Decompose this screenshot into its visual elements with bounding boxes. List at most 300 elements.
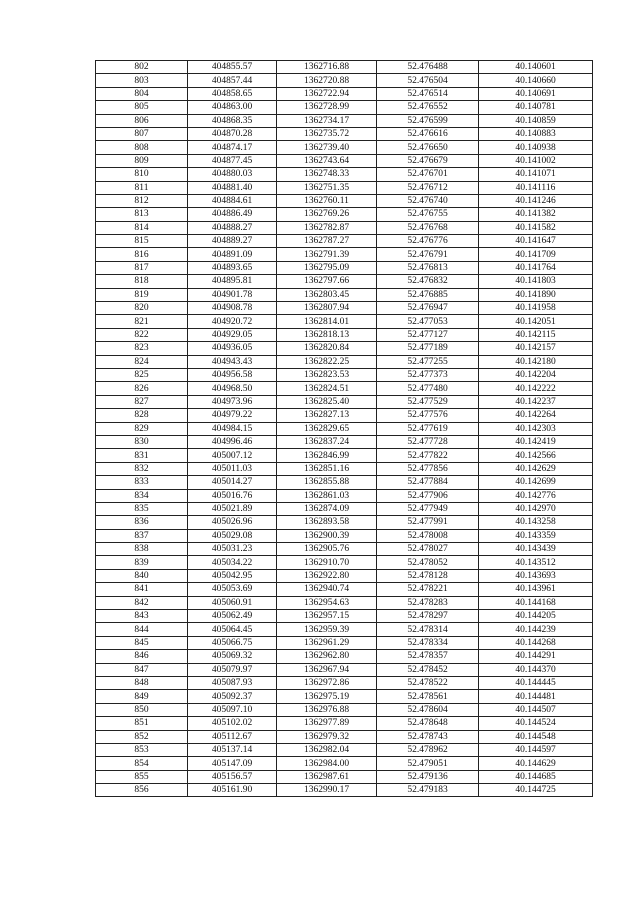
point-number-cell: 816 [96,248,188,261]
longitude-cell: 40.142970 [479,502,593,515]
latitude-cell: 52.477728 [377,435,479,448]
x-coordinate-cell: 404929.05 [188,328,277,341]
latitude-cell: 52.476813 [377,261,479,274]
y-coordinate-cell: 1362984.00 [277,757,377,770]
y-coordinate-cell: 1362818.13 [277,328,377,341]
x-coordinate-cell: 405034.22 [188,556,277,569]
table-row [96,489,593,502]
x-coordinate-cell: 404884.61 [188,194,277,207]
latitude-cell: 52.476616 [377,127,479,140]
x-coordinate-cell: 405069.32 [188,650,277,663]
table-row [96,690,593,703]
latitude-cell: 52.479136 [377,770,479,783]
point-number-cell: 843 [96,610,188,623]
latitude-cell: 52.477991 [377,516,479,529]
y-coordinate-cell: 1362728.99 [277,101,377,114]
point-number-cell: 817 [96,261,188,274]
point-number-cell: 828 [96,409,188,422]
x-coordinate-cell: 405042.95 [188,569,277,582]
y-coordinate-cell: 1362893.58 [277,516,377,529]
table-row [96,717,593,730]
latitude-cell: 52.476791 [377,248,479,261]
x-coordinate-cell: 404973.96 [188,395,277,408]
point-number-cell: 839 [96,556,188,569]
point-number-cell: 846 [96,650,188,663]
y-coordinate-cell: 1362855.88 [277,476,377,489]
x-coordinate-cell: 404893.65 [188,261,277,274]
latitude-cell: 52.478128 [377,569,479,582]
table-row [96,583,593,596]
x-coordinate-cell: 404901.78 [188,288,277,301]
point-number-cell: 815 [96,235,188,248]
latitude-cell: 52.479183 [377,784,479,797]
latitude-cell: 52.476514 [377,87,479,100]
latitude-cell: 52.478648 [377,717,479,730]
x-coordinate-cell: 405097.10 [188,703,277,716]
point-number-cell: 808 [96,141,188,154]
table-row [96,516,593,529]
x-coordinate-cell: 404868.35 [188,114,277,127]
point-number-cell: 845 [96,636,188,649]
x-coordinate-cell: 405007.12 [188,449,277,462]
x-coordinate-cell: 404895.81 [188,275,277,288]
table-row [96,569,593,582]
point-number-cell: 811 [96,181,188,194]
table-row [96,127,593,140]
table-row [96,623,593,636]
x-coordinate-cell: 405079.97 [188,663,277,676]
table-row [96,74,593,87]
y-coordinate-cell: 1362734.17 [277,114,377,127]
y-coordinate-cell: 1362720.88 [277,74,377,87]
table-row [96,596,593,609]
y-coordinate-cell: 1362825.40 [277,395,377,408]
latitude-cell: 52.476768 [377,221,479,234]
latitude-cell: 52.477949 [377,502,479,515]
table-row [96,422,593,435]
x-coordinate-cell: 404858.65 [188,87,277,100]
y-coordinate-cell: 1362787.27 [277,235,377,248]
table-row [96,730,593,743]
x-coordinate-cell: 404891.09 [188,248,277,261]
point-number-cell: 803 [96,74,188,87]
longitude-cell: 40.140938 [479,141,593,154]
table-row [96,395,593,408]
latitude-cell: 52.477529 [377,395,479,408]
point-number-cell: 840 [96,569,188,582]
y-coordinate-cell: 1362823.53 [277,368,377,381]
y-coordinate-cell: 1362987.61 [277,770,377,783]
x-coordinate-cell: 404870.28 [188,127,277,140]
longitude-cell: 40.144597 [479,743,593,756]
point-number-cell: 855 [96,770,188,783]
latitude-cell: 52.477576 [377,409,479,422]
y-coordinate-cell: 1362922.80 [277,569,377,582]
point-number-cell: 856 [96,784,188,797]
longitude-cell: 40.140781 [479,101,593,114]
table-row [96,435,593,448]
point-number-cell: 829 [96,422,188,435]
y-coordinate-cell: 1362977.89 [277,717,377,730]
point-number-cell: 848 [96,676,188,689]
longitude-cell: 40.141958 [479,302,593,315]
table-row [96,315,593,328]
x-coordinate-cell: 405137.14 [188,743,277,756]
point-number-cell: 854 [96,757,188,770]
x-coordinate-cell: 404920.72 [188,315,277,328]
point-number-cell: 802 [96,61,188,74]
table-row [96,502,593,515]
latitude-cell: 52.479051 [377,757,479,770]
longitude-cell: 40.144239 [479,623,593,636]
longitude-cell: 40.141246 [479,194,593,207]
longitude-cell: 40.141764 [479,261,593,274]
latitude-cell: 52.476832 [377,275,479,288]
longitude-cell: 40.141647 [479,235,593,248]
x-coordinate-cell: 404984.15 [188,422,277,435]
y-coordinate-cell: 1362979.32 [277,730,377,743]
y-coordinate-cell: 1362716.88 [277,61,377,74]
table-row [96,784,593,797]
point-number-cell: 847 [96,663,188,676]
latitude-cell: 52.478604 [377,703,479,716]
table-row [96,328,593,341]
latitude-cell: 52.477255 [377,355,479,368]
latitude-cell: 52.478357 [377,650,479,663]
table-row [96,275,593,288]
table-row [96,302,593,315]
latitude-cell: 52.476488 [377,61,479,74]
coordinates-table [95,60,593,797]
longitude-cell: 40.141382 [479,208,593,221]
latitude-cell: 52.478743 [377,730,479,743]
longitude-cell: 40.144548 [479,730,593,743]
point-number-cell: 830 [96,435,188,448]
table-row [96,168,593,181]
latitude-cell: 52.477480 [377,382,479,395]
table-row [96,610,593,623]
table-row [96,476,593,489]
longitude-cell: 40.142776 [479,489,593,502]
longitude-cell: 40.143693 [479,569,593,582]
x-coordinate-cell: 404855.57 [188,61,277,74]
x-coordinate-cell: 405161.90 [188,784,277,797]
point-number-cell: 838 [96,543,188,556]
point-number-cell: 853 [96,743,188,756]
point-number-cell: 841 [96,583,188,596]
y-coordinate-cell: 1362961.29 [277,636,377,649]
y-coordinate-cell: 1362751.35 [277,181,377,194]
point-number-cell: 818 [96,275,188,288]
latitude-cell: 52.478052 [377,556,479,569]
y-coordinate-cell: 1362910.70 [277,556,377,569]
longitude-cell: 40.143359 [479,529,593,542]
x-coordinate-cell: 404889.27 [188,235,277,248]
point-number-cell: 812 [96,194,188,207]
longitude-cell: 40.142419 [479,435,593,448]
y-coordinate-cell: 1362905.76 [277,543,377,556]
longitude-cell: 40.144481 [479,690,593,703]
latitude-cell: 52.477906 [377,489,479,502]
x-coordinate-cell: 405102.02 [188,717,277,730]
point-number-cell: 820 [96,302,188,315]
longitude-cell: 40.144291 [479,650,593,663]
point-number-cell: 819 [96,288,188,301]
table-row [96,543,593,556]
table-row [96,261,593,274]
latitude-cell: 52.478452 [377,663,479,676]
latitude-cell: 52.476701 [377,168,479,181]
y-coordinate-cell: 1362972.86 [277,676,377,689]
latitude-cell: 52.478334 [377,636,479,649]
longitude-cell: 40.142237 [479,395,593,408]
y-coordinate-cell: 1362959.39 [277,623,377,636]
x-coordinate-cell: 404888.27 [188,221,277,234]
x-coordinate-cell: 404996.46 [188,435,277,448]
y-coordinate-cell: 1362822.25 [277,355,377,368]
point-number-cell: 814 [96,221,188,234]
x-coordinate-cell: 405156.57 [188,770,277,783]
longitude-cell: 40.143961 [479,583,593,596]
longitude-cell: 40.140660 [479,74,593,87]
latitude-cell: 52.477856 [377,462,479,475]
longitude-cell: 40.144629 [479,757,593,770]
longitude-cell: 40.142115 [479,328,593,341]
table-row [96,663,593,676]
latitude-cell: 52.478297 [377,610,479,623]
y-coordinate-cell: 1362957.15 [277,610,377,623]
longitude-cell: 40.144205 [479,610,593,623]
table-row [96,342,593,355]
latitude-cell: 52.476504 [377,74,479,87]
x-coordinate-cell: 404874.17 [188,141,277,154]
latitude-cell: 52.478522 [377,676,479,689]
y-coordinate-cell: 1362851.16 [277,462,377,475]
table-row [96,556,593,569]
longitude-cell: 40.142264 [479,409,593,422]
point-number-cell: 831 [96,449,188,462]
x-coordinate-cell: 404979.22 [188,409,277,422]
y-coordinate-cell: 1362962.80 [277,650,377,663]
table-row [96,636,593,649]
latitude-cell: 52.476599 [377,114,479,127]
y-coordinate-cell: 1362846.99 [277,449,377,462]
latitude-cell: 52.477053 [377,315,479,328]
y-coordinate-cell: 1362722.94 [277,87,377,100]
latitude-cell: 52.477884 [377,476,479,489]
latitude-cell: 52.477619 [377,422,479,435]
longitude-cell: 40.142222 [479,382,593,395]
longitude-cell: 40.142629 [479,462,593,475]
y-coordinate-cell: 1362982.04 [277,743,377,756]
point-number-cell: 810 [96,168,188,181]
table-row [96,248,593,261]
longitude-cell: 40.142566 [479,449,593,462]
latitude-cell: 52.478314 [377,623,479,636]
x-coordinate-cell: 404863.00 [188,101,277,114]
y-coordinate-cell: 1362791.39 [277,248,377,261]
latitude-cell: 52.476947 [377,302,479,315]
latitude-cell: 52.476885 [377,288,479,301]
latitude-cell: 52.478561 [377,690,479,703]
latitude-cell: 52.476712 [377,181,479,194]
x-coordinate-cell: 404908.78 [188,302,277,315]
longitude-cell: 40.142699 [479,476,593,489]
x-coordinate-cell: 405021.89 [188,502,277,515]
x-coordinate-cell: 404936.05 [188,342,277,355]
longitude-cell: 40.141890 [479,288,593,301]
longitude-cell: 40.141582 [479,221,593,234]
table-row [96,87,593,100]
y-coordinate-cell: 1362976.88 [277,703,377,716]
x-coordinate-cell: 405053.69 [188,583,277,596]
y-coordinate-cell: 1362807.94 [277,302,377,315]
longitude-cell: 40.143512 [479,556,593,569]
x-coordinate-cell: 405031.23 [188,543,277,556]
x-coordinate-cell: 405066.75 [188,636,277,649]
longitude-cell: 40.140883 [479,127,593,140]
longitude-cell: 40.140859 [479,114,593,127]
latitude-cell: 52.478283 [377,596,479,609]
longitude-cell: 40.144268 [479,636,593,649]
latitude-cell: 52.476755 [377,208,479,221]
y-coordinate-cell: 1362829.65 [277,422,377,435]
longitude-cell: 40.142180 [479,355,593,368]
table-row [96,114,593,127]
table-row [96,676,593,689]
longitude-cell: 40.141071 [479,168,593,181]
point-number-cell: 851 [96,717,188,730]
y-coordinate-cell: 1362967.94 [277,663,377,676]
longitude-cell: 40.144524 [479,717,593,730]
latitude-cell: 52.476552 [377,101,479,114]
point-number-cell: 826 [96,382,188,395]
point-number-cell: 824 [96,355,188,368]
table-body [96,61,593,797]
table-row [96,221,593,234]
table-row [96,101,593,114]
y-coordinate-cell: 1362748.33 [277,168,377,181]
point-number-cell: 807 [96,127,188,140]
x-coordinate-cell: 405060.91 [188,596,277,609]
y-coordinate-cell: 1362735.72 [277,127,377,140]
point-number-cell: 822 [96,328,188,341]
x-coordinate-cell: 405011.03 [188,462,277,475]
point-number-cell: 842 [96,596,188,609]
x-coordinate-cell: 405026.96 [188,516,277,529]
longitude-cell: 40.144507 [479,703,593,716]
point-number-cell: 804 [96,87,188,100]
y-coordinate-cell: 1362769.26 [277,208,377,221]
table-row [96,529,593,542]
point-number-cell: 805 [96,101,188,114]
table-row [96,757,593,770]
y-coordinate-cell: 1362743.64 [277,154,377,167]
y-coordinate-cell: 1362900.39 [277,529,377,542]
table-row [96,235,593,248]
longitude-cell: 40.140691 [479,87,593,100]
y-coordinate-cell: 1362782.87 [277,221,377,234]
table-row [96,61,593,74]
table-row [96,650,593,663]
table-row [96,743,593,756]
point-number-cell: 827 [96,395,188,408]
latitude-cell: 52.478221 [377,583,479,596]
x-coordinate-cell: 404956.58 [188,368,277,381]
point-number-cell: 834 [96,489,188,502]
x-coordinate-cell: 404857.44 [188,74,277,87]
longitude-cell: 40.144370 [479,663,593,676]
x-coordinate-cell: 405016.76 [188,489,277,502]
table-row [96,154,593,167]
longitude-cell: 40.144168 [479,596,593,609]
latitude-cell: 52.478008 [377,529,479,542]
latitude-cell: 52.477127 [377,328,479,341]
y-coordinate-cell: 1362940.74 [277,583,377,596]
y-coordinate-cell: 1362797.66 [277,275,377,288]
longitude-cell: 40.141002 [479,154,593,167]
x-coordinate-cell: 405014.27 [188,476,277,489]
y-coordinate-cell: 1362827.13 [277,409,377,422]
y-coordinate-cell: 1362739.40 [277,141,377,154]
point-number-cell: 806 [96,114,188,127]
y-coordinate-cell: 1362975.19 [277,690,377,703]
table-row [96,208,593,221]
longitude-cell: 40.142051 [479,315,593,328]
latitude-cell: 52.477189 [377,342,479,355]
longitude-cell: 40.141803 [479,275,593,288]
x-coordinate-cell: 404881.40 [188,181,277,194]
latitude-cell: 52.477373 [377,368,479,381]
table-row [96,770,593,783]
y-coordinate-cell: 1362954.63 [277,596,377,609]
table-row [96,288,593,301]
x-coordinate-cell: 404880.03 [188,168,277,181]
longitude-cell: 40.144685 [479,770,593,783]
latitude-cell: 52.476650 [377,141,479,154]
latitude-cell: 52.478962 [377,743,479,756]
x-coordinate-cell: 405087.93 [188,676,277,689]
table-row [96,355,593,368]
table-row [96,462,593,475]
y-coordinate-cell: 1362990.17 [277,784,377,797]
y-coordinate-cell: 1362874.09 [277,502,377,515]
latitude-cell: 52.476679 [377,154,479,167]
x-coordinate-cell: 405147.09 [188,757,277,770]
table-row [96,141,593,154]
x-coordinate-cell: 405029.08 [188,529,277,542]
longitude-cell: 40.141116 [479,181,593,194]
y-coordinate-cell: 1362820.84 [277,342,377,355]
table-row [96,449,593,462]
longitude-cell: 40.144725 [479,784,593,797]
longitude-cell: 40.144445 [479,676,593,689]
point-number-cell: 837 [96,529,188,542]
longitude-cell: 40.141709 [479,248,593,261]
y-coordinate-cell: 1362824.51 [277,382,377,395]
x-coordinate-cell: 405064.45 [188,623,277,636]
point-number-cell: 836 [96,516,188,529]
latitude-cell: 52.477822 [377,449,479,462]
point-number-cell: 823 [96,342,188,355]
x-coordinate-cell: 405062.49 [188,610,277,623]
table-row [96,703,593,716]
latitude-cell: 52.476740 [377,194,479,207]
x-coordinate-cell: 404886.49 [188,208,277,221]
point-number-cell: 844 [96,623,188,636]
table-row [96,194,593,207]
point-number-cell: 809 [96,154,188,167]
